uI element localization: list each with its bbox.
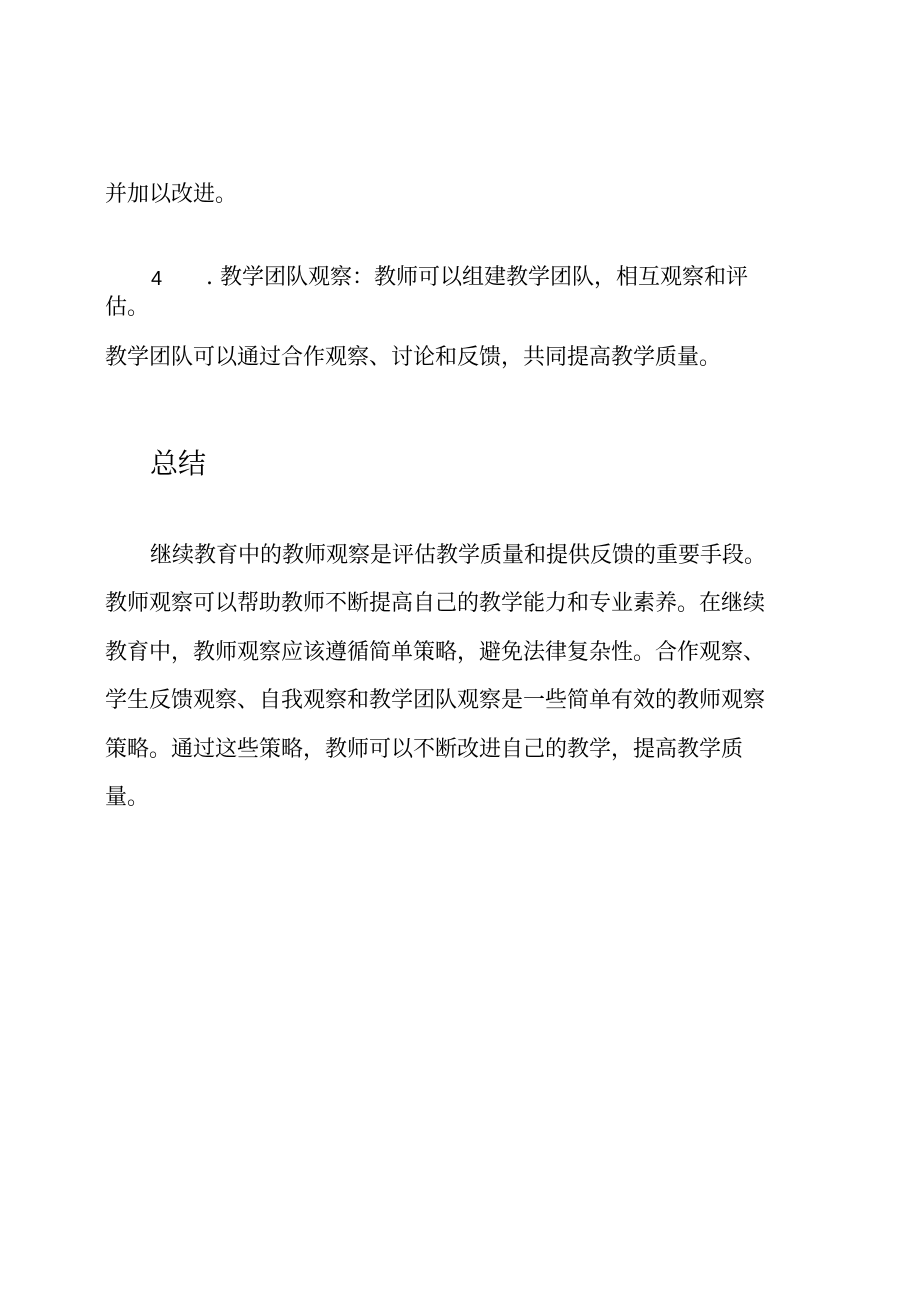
summary-line-3: 教育中，教师观察应该遵循简单策略，避免法律复杂性。合作观察、	[105, 640, 766, 665]
summary-line-4: 学生反馈观察、自我观察和教学团队观察是一些简单有效的教师观察	[105, 688, 766, 713]
summary-line-5: 策略。通过这些策略，教师可以不断改进自己的教学，提高教学质	[105, 737, 744, 762]
list-item-text-line2: 估。	[105, 295, 150, 320]
summary-heading: 总结	[150, 447, 207, 480]
list-item-text-line3: 教学团队可以通过合作观察、讨论和反馈，共同提高教学质量。	[105, 345, 722, 370]
summary-line-6: 量。	[105, 785, 150, 810]
intro-tail-text: 并加以改进。	[105, 182, 238, 207]
list-item-number: 4	[151, 268, 163, 290]
summary-line-1: 继续教育中的教师观察是评估教学质量和提供反馈的重要手段。	[150, 543, 767, 568]
list-item-text-line1: . 教学团队观察：教师可以组建教学团队，相互观察和评	[206, 265, 748, 290]
summary-line-2: 教师观察可以帮助教师不断提高自己的教学能力和专业素养。在继续	[105, 591, 766, 616]
